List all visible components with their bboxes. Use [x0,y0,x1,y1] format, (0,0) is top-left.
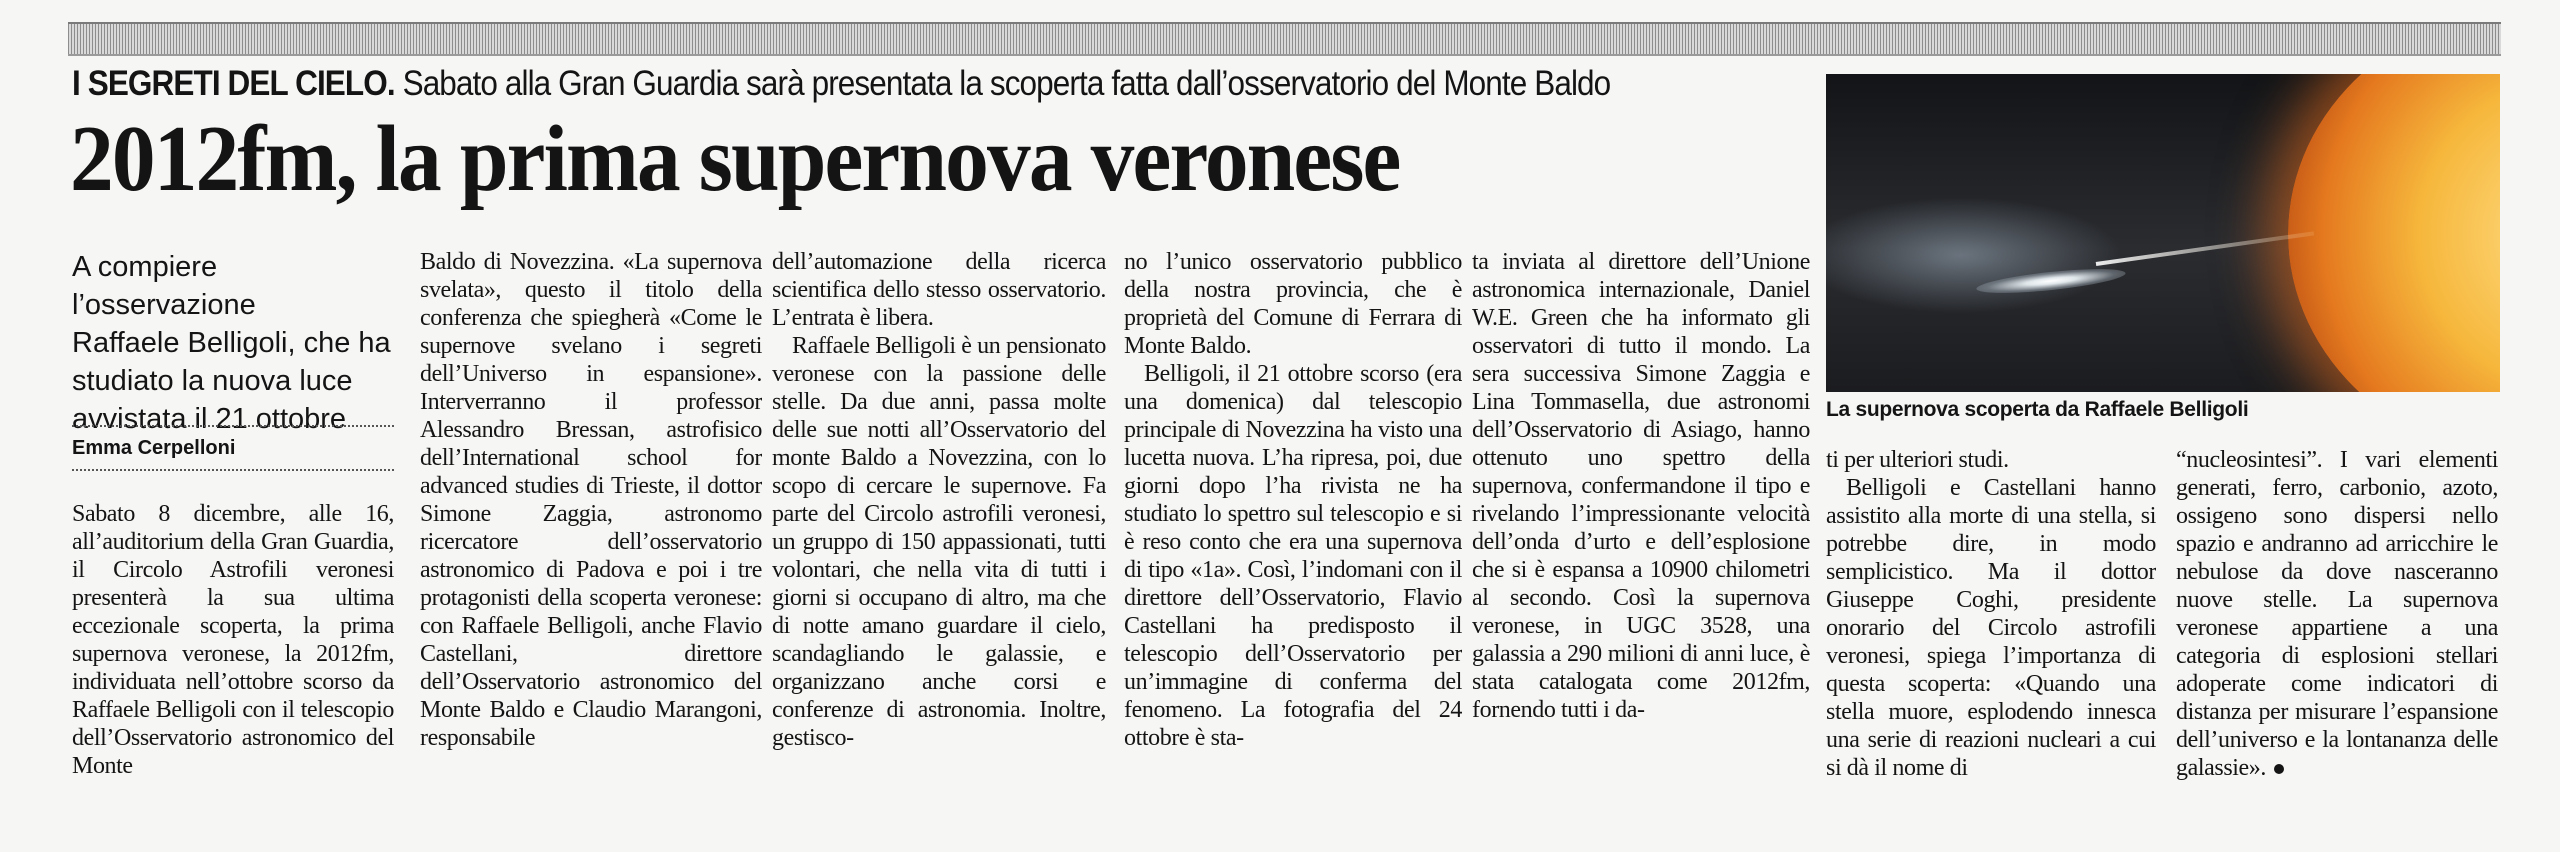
byline: Emma Cerpelloni [72,437,236,459]
photo-caption: La supernova scoperta da Raffaele Belligoli [1826,398,2249,421]
article-column-6 [1826,446,2156,826]
paragraph: Belligoli e Castellani hanno assistito alla morte di una stella, si potrebbe dire, in modo semplicistico. Ma il dottor Giuseppe Coghi, presidente onorario del Circolo astrofili veronesi, spiega l’importanza di questa scoperta: «Quando una stella muore, esplodendo innesca una serie di reazioni nucleari a cui si dà il nome di [1826,475,2156,781]
top-decorative-rule [68,22,2501,56]
paragraph: no l’unico osservatorio pubblico della nostra provincia, che è proprietà del Comune di Ferrara di Monte Baldo. [1124,249,1462,359]
article-column-1 [72,500,394,826]
paragraph-text: “nucleosintesi”. I vari elementi generati, ferro, carbonio, azoto, ossigeno sono dispersi nello spazio e andranno ad arricchire le nebulose da dove nasceranno nuove stelle. La supernova veronese appartiene a una categoria di esplosioni stellari adoperate come indicatori di distanza per misurare l’espansione dell’universo e la lontananza delle galassie». [2176,447,2498,781]
light-streak [2096,231,2314,266]
paragraph: Raffaele Belligoli è un pensionato veronese con la passione delle stelle. Da due anni, passa molte delle sue notti all’Osservatorio del monte Baldo a Novezzina, con lo scopo di cercare le supernove. Fa parte del Circolo astrofili veronesi, un gruppo di 150 appassionati, tutti volontari, che nella vita di tutti i giorni si occupano di altro, ma che di notte amano guardare il cielo, scandagliando le galassie, e organizzano anche corsi e conferenze di astronomia. Inoltre, gestisco- [772,333,1106,751]
kicker-label: I SEGRETI DEL CIELO. [72,64,395,103]
byline-divider-top [72,425,394,427]
summary-line: A compiere l’osservazione [72,251,256,321]
paragraph: ti per ulteriori studi. [1826,447,2009,473]
kicker-text: Sabato alla Gran Guardia sarà presentata la scoperta fatta dall’osservatorio del Monte Baldo [402,64,1611,103]
paragraph: dell’automazione della ricerca scientifica dello stesso osservatorio. L’entrata è libera. [772,249,1106,331]
byline-divider-bottom [72,469,394,471]
end-of-article-icon [2274,764,2284,774]
article-column-3 [772,248,1106,826]
article-column-7 [2176,446,2498,826]
paragraph [2176,446,2498,782]
kicker [72,64,1665,104]
summary-line: avvistata il 21 ottobre [72,403,347,435]
paragraph: Sabato 8 dicembre, alle 16, all’auditorium della Gran Guardia, il Circolo Astrofili veronesi presenterà la sua ultima eccezionale scoperta, la prima supernova veronese, la 2012fm, individuata nell’ottobre scorso da Raffaele Belligoli con il telescopio dell’Osservatorio astronomico del Monte [72,501,394,779]
summary-line: studiato la nuova luce [72,365,353,397]
summary-line: Raffaele Belligoli, che ha [72,327,391,359]
paragraph: Baldo di Novezzina. «La supernova svelata», questo il titolo della conferenza che spiegherà «Come le supernove svelano i segreti dell’Universo in espansione». Interverranno il professor Alessandro Bressan, astrofisico dell’International school for advanced studies di Trieste, il dottor Simone Zaggia, astronomo ricercatore dell’osservatorio astronomico di Padova e poi i tre protagonisti della scoperta veronese: con Raffaele Belligoli, anche Flavio Castellani, direttore dell’Osservatorio astronomico del Monte Baldo e Claudio Marangoni, responsabile [420,249,762,751]
article-column-4 [1124,248,1462,826]
headline: 2012fm, la prima supernova veronese [70,107,1400,211]
paragraph: Belligoli, il 21 ottobre scorso (era una domenica) dal telescopio principale di Novezzina ha visto una lucetta nuova. L’ha ripresa, poi, due giorni dopo l’ha rivista ne ha studiato lo spettro sul telescopio e si è reso conto che era una supernova di tipo «1a». Così, l’indomani con il direttore dell’Osservatorio, Flavio Castellani ha predisposto il telescopio dell’Osservatorio per un’immagine di conferma del fenomeno. La fotografia del 24 ottobre è sta- [1124,361,1462,751]
star-glow [2288,74,2500,392]
article-column-5 [1472,248,1810,826]
supernova-photo [1826,74,2500,392]
article-column-2 [420,248,762,826]
galaxy-shape [1975,264,2126,298]
summary [72,248,402,438]
paragraph: ta inviata al direttore dell’Unione astronomica internazionale, Daniel W.E. Green che ha informato gli osservatori di tutto il mondo. La sera successiva Simone Zaggia e Lina Tommasella, due astronomi dell’Osservatorio di Asiago, hanno ottenuto uno spettro della supernova, confermandone il tipo e rivelando l’impressionante velocità dell’onda d’urto e dell’esplosione che si è espansa a 10900 chilometri al secondo. Così la supernova veronese, in UGC 3528, una galassia a 290 milioni di anni luce, è stata catalogata come 2012fm, fornendo tutti i da- [1472,249,1810,723]
